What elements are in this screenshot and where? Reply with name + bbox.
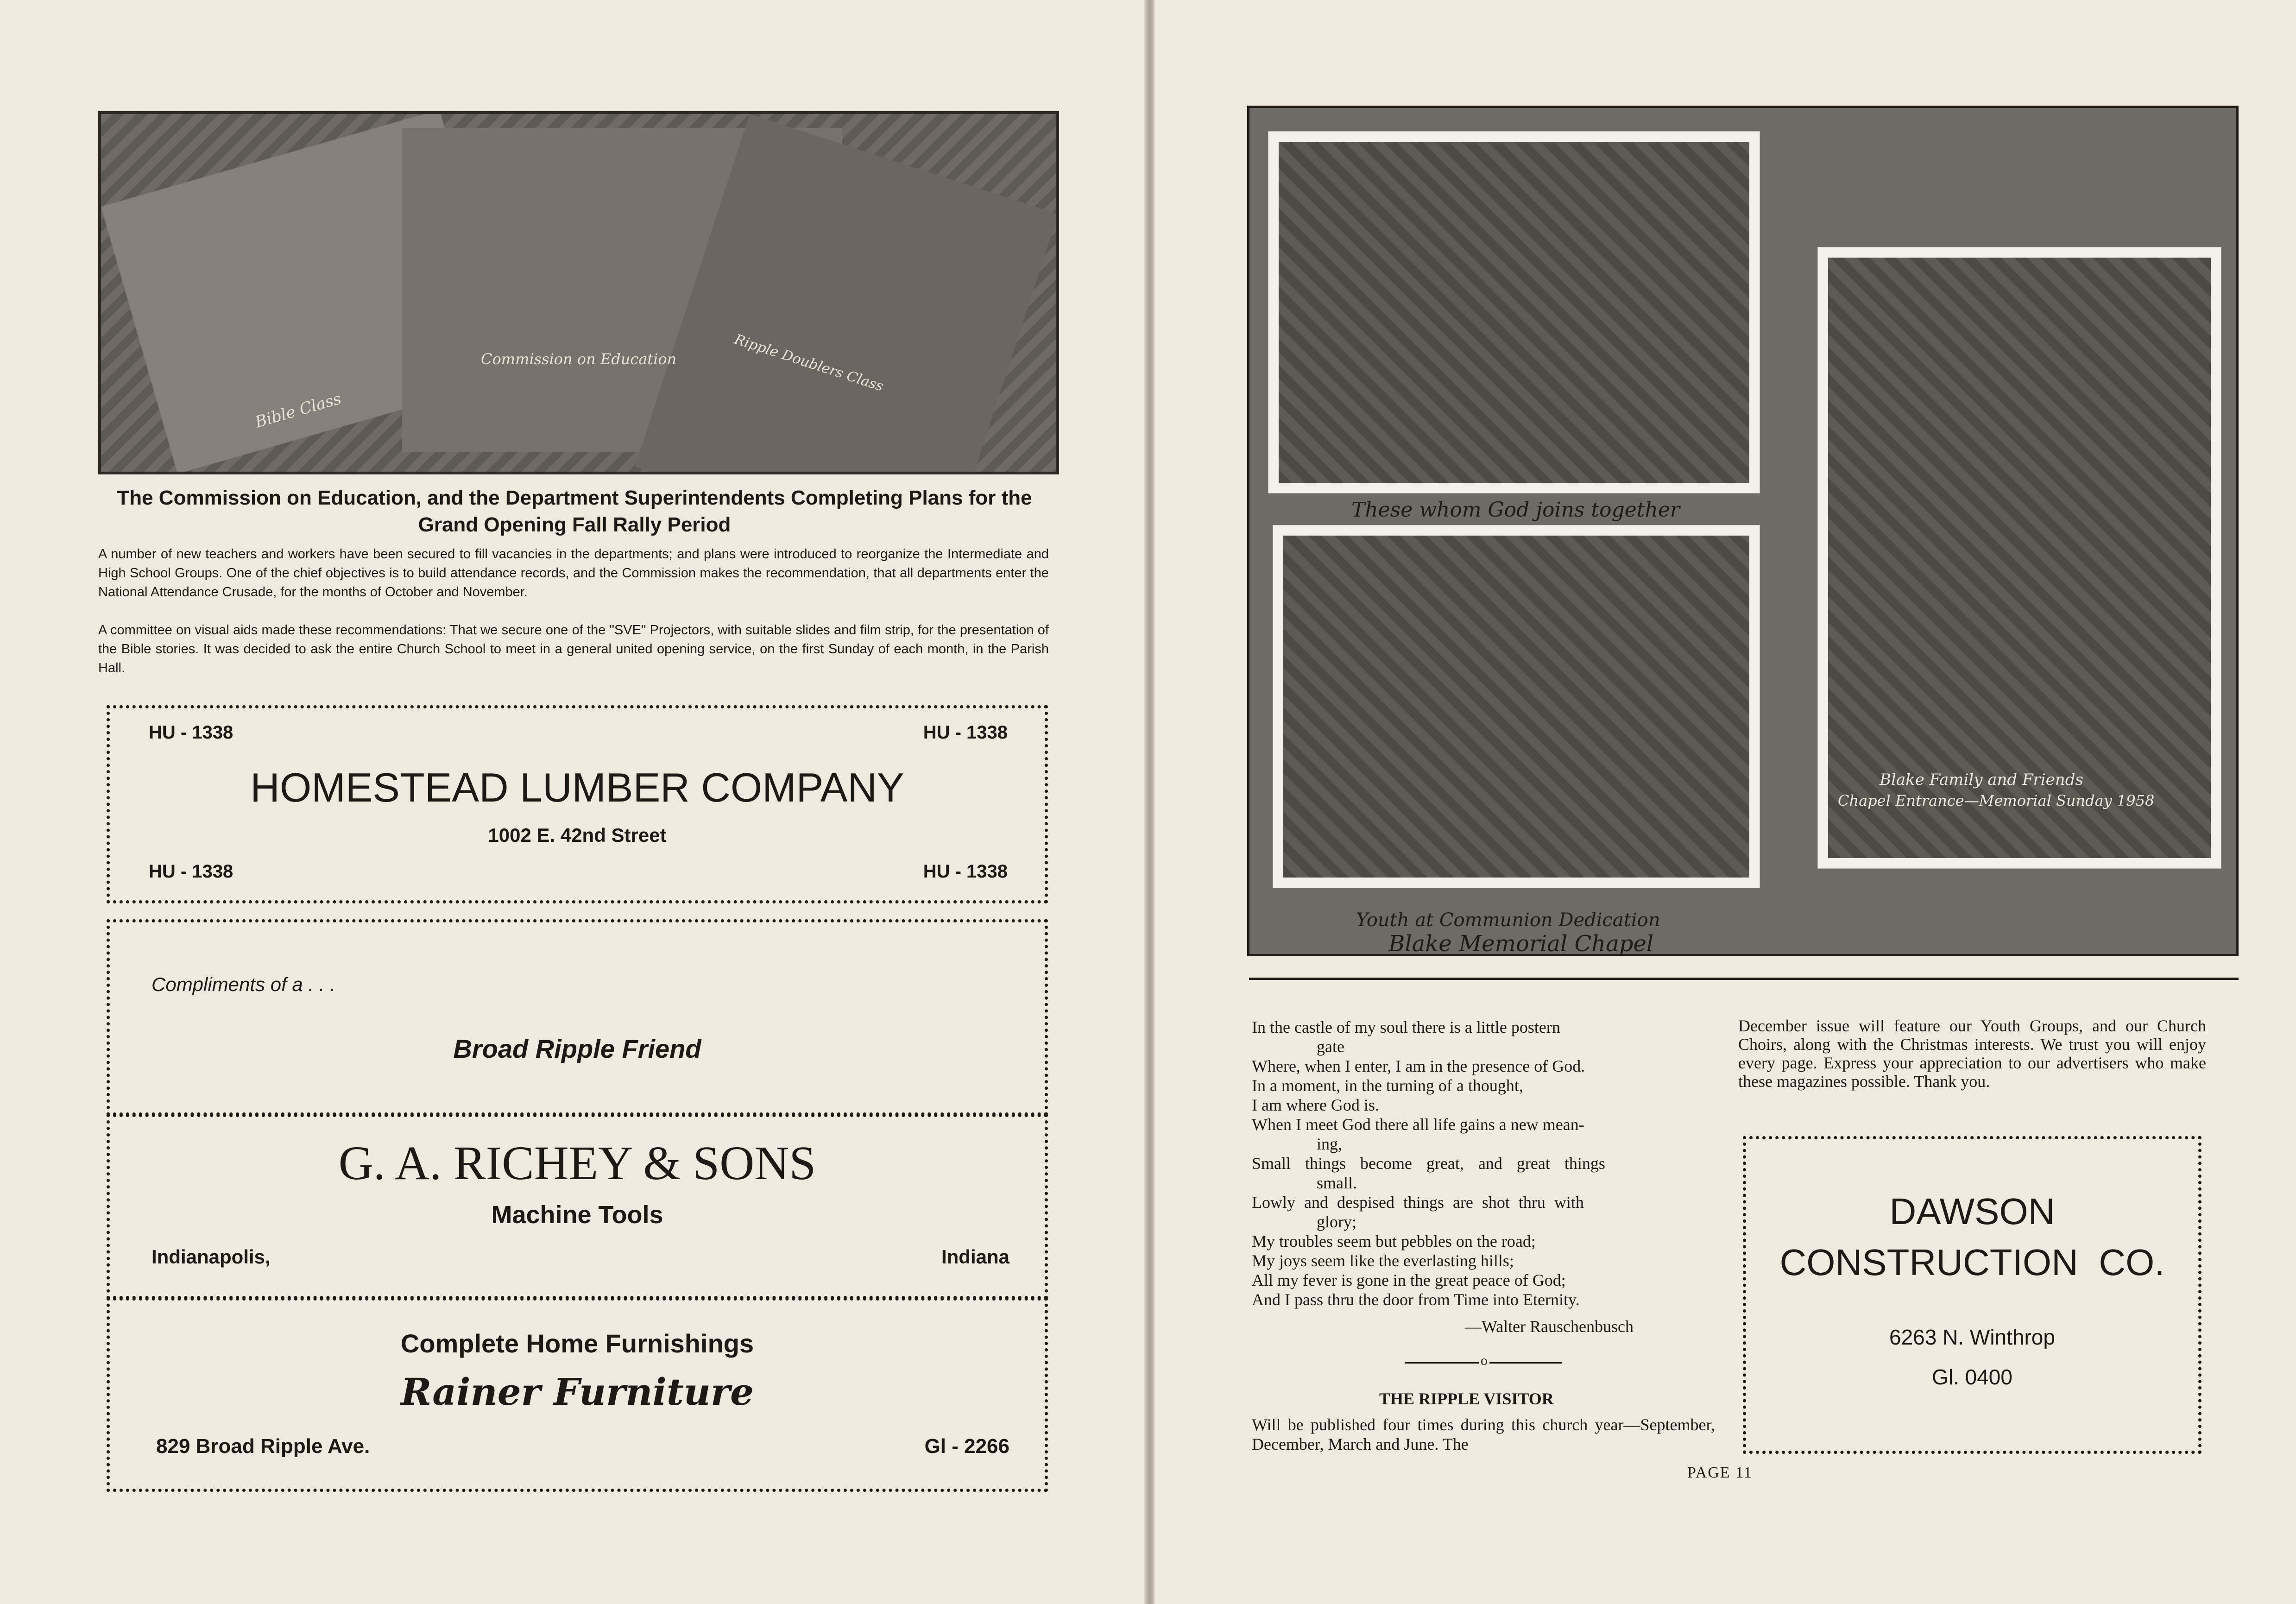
company-name: HOMESTEAD LUMBER COMPANY xyxy=(250,764,904,810)
poem-line: Where, when I enter, I am in the presence of God. xyxy=(1252,1057,1585,1075)
caption-family-2: Chapel Entrance—Memorial Sunday 1958 xyxy=(1838,792,2155,809)
caption-family-1: Blake Family and Friends xyxy=(1880,770,2083,789)
poem-line: small. xyxy=(1317,1174,1357,1192)
section-rule xyxy=(1249,978,2239,980)
chapel-photo xyxy=(1273,525,1760,888)
poem-line: My joys seem like the everlasting hills; xyxy=(1252,1251,1514,1270)
rainer-tagline: Complete Home Furnishings xyxy=(400,1329,754,1358)
article-paragraph-2: A committee on visual aids made these recommendations: That we secure one of the "SVE" Projectors, with suitable slides and film strip, for the presentation of the Bible stories. It was decided to ask the entire Church School to meet in a general united opening service, on the first Sunday of each month, in the Parish Hall. xyxy=(98,623,1049,676)
rainer-phone: Gl - 2266 xyxy=(924,1435,1009,1458)
phone-top-left: HU - 1338 xyxy=(149,722,233,743)
caption-commission: Commission on Education xyxy=(481,350,677,368)
visitor-title: THE RIPPLE VISITOR xyxy=(1379,1389,1554,1408)
column2-text: December issue will feature our Youth Groups, and our Church Choirs, along with the Christmas interests. We trust you will enjoy every page. Express your appreciation to our advertisers who make these magazines possible. Thank you. xyxy=(1738,1017,2206,1091)
ad-broad-ripple-friend xyxy=(107,919,1048,1116)
left-page xyxy=(0,0,1145,1604)
caption-chapel-2: Blake Memorial Chapel xyxy=(1388,931,1654,957)
poem-line: gate xyxy=(1317,1037,1344,1056)
divider-mark: o xyxy=(1479,1353,1489,1369)
ad-homestead-lumber xyxy=(107,705,1048,903)
richey-name: G. A. RICHEY & SONS xyxy=(338,1137,816,1190)
dawson-line1: DAWSON xyxy=(1889,1191,2055,1232)
poem-line: All my fever is gone in the great peace of God; xyxy=(1252,1271,1566,1289)
friend-text: Broad Ripple Friend xyxy=(453,1034,701,1063)
rainer-address: 829 Broad Ripple Ave. xyxy=(156,1435,370,1458)
poem-line: Lowly and despised things are shot thru with xyxy=(1252,1193,1584,1212)
caption-bible-class: Bible Class xyxy=(253,389,344,432)
phone-top-right: HU - 1338 xyxy=(923,722,1008,743)
phone-bottom-right: HU - 1338 xyxy=(923,861,1008,882)
poem-line: Small things become great, and great things xyxy=(1252,1154,1605,1173)
visitor-text: Will be published four times during this church year—September, December, March and June. The xyxy=(1252,1415,1715,1453)
rainer-name: Rainer Furniture xyxy=(400,1370,754,1414)
ad-rainer-furniture xyxy=(107,1297,1048,1492)
poem-line: I am where God is. xyxy=(1252,1096,1379,1114)
richey-state: Indiana xyxy=(941,1246,1009,1268)
dawson-phone: Gl. 0400 xyxy=(1932,1365,2012,1389)
right-page xyxy=(1154,0,2296,1604)
caption-wedding: These whom God joins together xyxy=(1351,498,1680,522)
page-number: PAGE 11 xyxy=(1687,1464,1753,1481)
article-headline: The Commission on Education, and the Department Superintendents Completing Plans for the Grand Opening Fall Rally Period xyxy=(117,486,1032,536)
ad-dawson-construction xyxy=(1743,1136,2201,1454)
ad-richey-sons xyxy=(107,1114,1048,1299)
article-paragraph-1: A number of new teachers and workers have been secured to fill vacancies in the departments; and plans were introduced to reorganize the Intermediate and High School Groups. One of the chief objectives is to build attendance records, and the Commission makes the recommendation, that all departments enter the National Attendance Crusade, for the months of October and November. xyxy=(98,547,1049,600)
poem-line: In a moment, in the turning of a thought, xyxy=(1252,1076,1523,1095)
company-address: 1002 E. 42nd Street xyxy=(488,824,667,846)
poem-line: glory; xyxy=(1317,1212,1356,1231)
poem-line: My troubles seem but pebbles on the road; xyxy=(1252,1232,1536,1250)
wedding-photo xyxy=(1268,131,1760,493)
dawson-address: 6263 N. Winthrop xyxy=(1889,1325,2055,1349)
richey-city: Indianapolis, xyxy=(151,1246,271,1268)
page-gutter xyxy=(1144,0,1155,1604)
poem-author: —Walter Rauschenbusch xyxy=(1465,1317,1634,1336)
poem-line: And I pass thru the door from Time into Eternity. xyxy=(1252,1290,1580,1309)
poem-line: When I meet God there all life gains a new mean- xyxy=(1252,1115,1584,1134)
dawson-line2: CONSTRUCTION CO. xyxy=(1779,1242,2165,1283)
richey-product: Machine Tools xyxy=(491,1201,663,1229)
caption-ripple-doublers: Ripple Doublers Class xyxy=(732,331,886,395)
poem xyxy=(1252,1017,1720,1309)
phone-bottom-left: HU - 1338 xyxy=(149,861,233,882)
compliments-text: Compliments of a . . . xyxy=(151,973,335,995)
poem-line: In the castle of my soul there is a little postern xyxy=(1252,1018,1560,1036)
poem-line: ing, xyxy=(1317,1135,1343,1153)
photo-panel xyxy=(1247,106,2239,956)
caption-chapel-1: Youth at Communion Dedication xyxy=(1356,909,1660,931)
education-photo-collage xyxy=(98,111,1059,474)
